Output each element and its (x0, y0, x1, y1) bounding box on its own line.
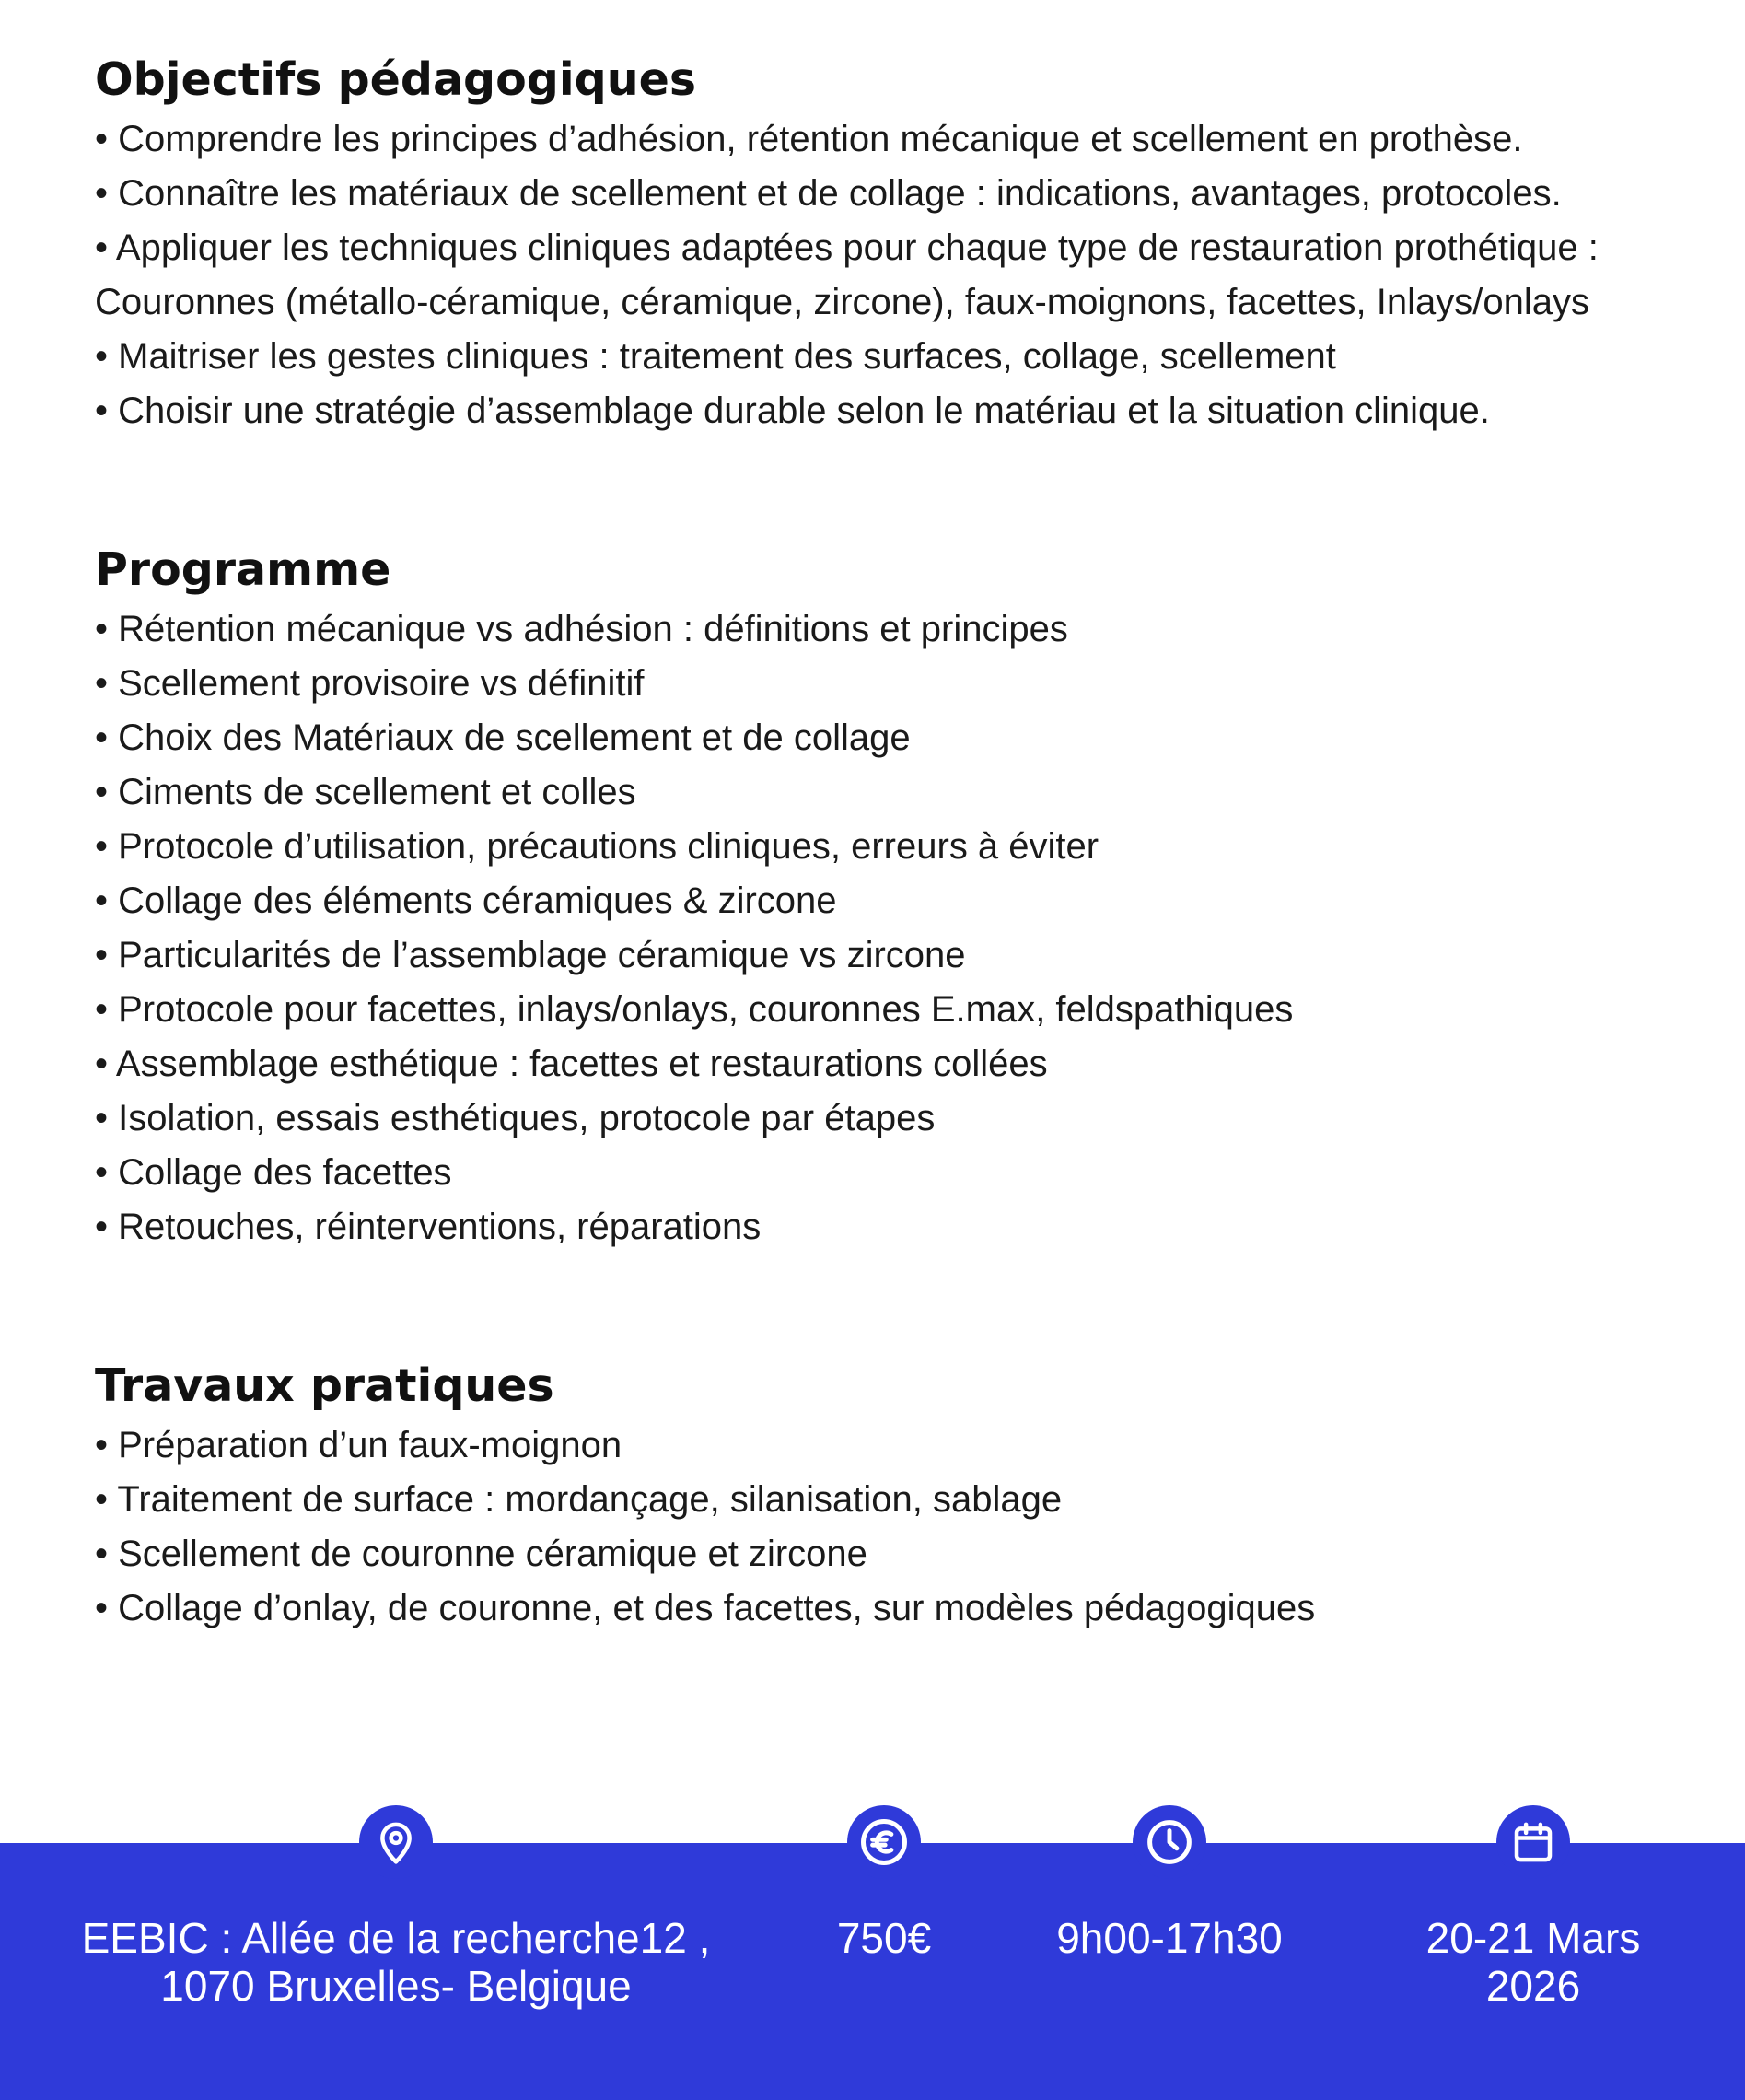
location-text (55, 1914, 737, 2010)
hours-text: 9h00-17h30 (1056, 1914, 1283, 1962)
list-item: • Assemblage esthétique : facettes et restaurations collées (95, 1044, 1048, 1084)
list-item: • Scellement de couronne céramique et zircone (95, 1534, 867, 1574)
list-item: • Protocole pour facettes, inlays/onlays, couronnes E.max, feldspathiques (95, 989, 1294, 1030)
price-text: 750€ (836, 1914, 932, 1962)
info-location (55, 1805, 737, 2010)
list-item: • Collage des éléments céramiques & zircone (95, 881, 837, 921)
programme-list (95, 602, 1293, 1254)
location-line-2: 1070 Bruxelles- Belgique (160, 1962, 632, 2010)
objectifs-list (95, 112, 1660, 438)
info-dates (1400, 1805, 1667, 2010)
list-item: • Scellement provisoire vs définitif (95, 663, 645, 704)
dates-line-2: 2026 (1485, 1962, 1581, 2010)
section-title-objectifs: Objectifs pédagogiques (95, 53, 696, 106)
section-programme (95, 538, 1293, 1254)
list-item: • Connaître les matériaux de scellement et de collage : indications, avantages, protocoles. (95, 173, 1562, 214)
calendar-icon (1496, 1805, 1570, 1879)
info-hours (1041, 1805, 1298, 1962)
list-item: • Appliquer les techniques cliniques adaptées pour chaque type de restauration prothétique : Couronnes (métallo-céramique, céramique, zircone), faux-moignons, facettes, Inlays/onlays (95, 228, 1599, 322)
location-line-1: EEBIC : Allée de la recherche12 , (81, 1914, 711, 1962)
euro-icon (847, 1805, 921, 1879)
info-price (810, 1805, 958, 1962)
dates-text (1400, 1914, 1667, 2010)
section-objectifs (95, 48, 1660, 438)
section-travaux-pratiques (95, 1354, 1315, 1636)
travaux-list (95, 1418, 1315, 1636)
section-title-travaux: Travaux pratiques (95, 1359, 554, 1412)
list-item: • Protocole d’utilisation, précautions cliniques, erreurs à éviter (95, 826, 1099, 867)
list-item: • Choix des Matériaux de scellement et de collage (95, 718, 911, 758)
list-item: • Isolation, essais esthétiques, protocole par étapes (95, 1098, 936, 1138)
list-item: • Choisir une stratégie d’assemblage durable selon le matériau et la situation clinique. (95, 391, 1490, 431)
list-item: • Maitriser les gestes cliniques : traitement des surfaces, collage, scellement (95, 336, 1336, 377)
dates-line-1: 20-21 Mars (1425, 1914, 1641, 1962)
clock-icon (1133, 1805, 1206, 1879)
list-item: • Rétention mécanique vs adhésion : définitions et principes (95, 609, 1068, 649)
list-item: • Collage d’onlay, de couronne, et des facettes, sur modèles pédagogiques (95, 1588, 1316, 1628)
list-item: • Préparation d’un faux-moignon (95, 1425, 622, 1465)
section-title-programme: Programme (95, 543, 391, 596)
list-item: • Collage des facettes (95, 1152, 452, 1193)
list-item: • Retouches, réinterventions, réparations (95, 1207, 762, 1247)
list-item: • Ciments de scellement et colles (95, 772, 636, 812)
location-pin-icon (359, 1805, 433, 1879)
list-item: • Particularités de l’assemblage céramique vs zircone (95, 935, 966, 975)
list-item: • Traitement de surface : mordançage, silanisation, sablage (95, 1479, 1063, 1520)
list-item: • Comprendre les principes d’adhésion, rétention mécanique et scellement en prothèse. (95, 119, 1523, 159)
